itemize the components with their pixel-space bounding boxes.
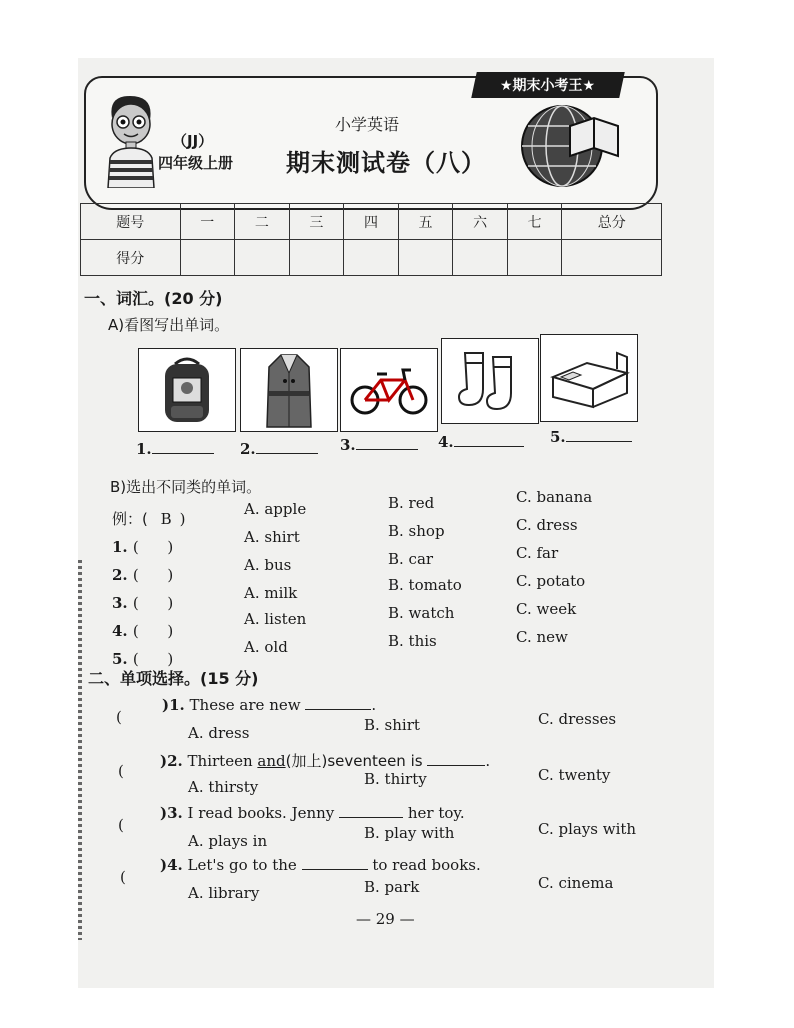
example-bracket: 例：( B ) — [112, 510, 186, 528]
score-header-row — [81, 204, 662, 240]
score-field[interactable] — [507, 240, 562, 276]
table-cell: 五 — [398, 204, 453, 240]
backpack-icon — [157, 354, 217, 426]
score-field[interactable] — [398, 240, 453, 276]
edition-label: （JJ） — [172, 132, 214, 150]
blank-item: 1. — [136, 440, 214, 458]
answer-bracket[interactable]: ( ) — [132, 538, 174, 556]
section2-heading: 二、单项选择。(15 分) — [88, 669, 259, 688]
score-field[interactable] — [180, 240, 235, 276]
picture-box — [441, 338, 539, 424]
score-field[interactable] — [344, 240, 399, 276]
option-c: C. dress — [516, 516, 578, 534]
page-title: 期末测试卷（八） — [286, 149, 486, 177]
subject-label: 小学英语 — [335, 115, 400, 134]
answer-blank[interactable] — [305, 709, 371, 710]
table-cell: 题号 — [81, 204, 181, 240]
list-item: 3. ( ) — [112, 594, 174, 612]
page-number: — 29 — — [356, 910, 415, 928]
option-c: C. potato — [516, 572, 586, 590]
blank-item: 5. — [550, 428, 632, 446]
option-a: A. dress — [188, 724, 250, 742]
socks-icon — [455, 349, 525, 413]
option-b: B. this — [388, 632, 437, 650]
option-b: B. thirty — [364, 770, 427, 788]
picture-box — [240, 348, 338, 432]
list-item: 1. ( ) — [112, 538, 174, 556]
option-b: B. shop — [388, 522, 445, 540]
table-cell: 一 — [180, 204, 235, 240]
option-c: C. new — [516, 628, 568, 646]
table-cell: 六 — [453, 204, 508, 240]
option-b: B. shirt — [364, 716, 420, 734]
blank-item: 4. — [438, 433, 524, 451]
option-b: B. play with — [364, 824, 455, 842]
table-cell: 三 — [289, 204, 344, 240]
option-a: A. old — [244, 638, 288, 656]
score-field[interactable] — [562, 240, 662, 276]
score-row — [81, 240, 662, 276]
answer-blank[interactable] — [427, 765, 485, 766]
score-field[interactable] — [289, 240, 344, 276]
score-field[interactable] — [235, 240, 290, 276]
score-field[interactable] — [453, 240, 508, 276]
blank-item: 2. — [240, 440, 318, 458]
option-c: C. plays with — [538, 820, 637, 838]
bicycle-icon — [349, 364, 429, 416]
option-b: B. park — [364, 878, 420, 896]
question-stem: )4. Let's go to the to read books. — [160, 856, 481, 874]
perforation-edge — [78, 560, 82, 940]
option-c: C. far — [516, 544, 559, 562]
table-cell: 得分 — [81, 240, 181, 276]
option-a: A. shirt — [244, 528, 300, 546]
answer-bracket[interactable]: ( — [118, 816, 124, 834]
answer-bracket[interactable]: ( — [120, 868, 126, 886]
picture-box — [340, 348, 438, 432]
table-cell: 四 — [344, 204, 399, 240]
picture-box — [138, 348, 236, 432]
option-a: A. plays in — [188, 832, 268, 850]
option-c: C. twenty — [538, 766, 611, 784]
answer-bracket[interactable]: ( ) — [132, 594, 174, 612]
picture-box — [540, 334, 638, 422]
table-cell: 总分 — [562, 204, 662, 240]
option-c: C. banana — [516, 488, 593, 506]
answer-bracket[interactable]: ( ) — [132, 650, 174, 668]
option-a: A. apple — [244, 500, 307, 518]
list-item: 2. ( ) — [112, 566, 174, 584]
answer-blank[interactable] — [339, 817, 403, 818]
option-a: A. listen — [244, 610, 307, 628]
table-cell: 七 — [507, 204, 562, 240]
answer-blank[interactable] — [454, 446, 524, 447]
answer-blank[interactable] — [566, 441, 632, 442]
section1-partA: A)看图写出单词。 — [108, 316, 230, 334]
option-a: A. library — [188, 884, 260, 902]
list-item: 4. ( ) — [112, 622, 174, 640]
cartoon-boy-icon — [100, 92, 162, 188]
option-c: C. dresses — [538, 710, 617, 728]
answer-bracket[interactable]: ( ) — [132, 622, 174, 640]
score-table — [80, 203, 662, 276]
answer-blank[interactable] — [152, 453, 214, 454]
option-b: B. watch — [388, 604, 455, 622]
blank-item: 3. — [340, 436, 418, 454]
section1-heading: 一、词汇。(20 分) — [84, 289, 223, 308]
bed-icon — [547, 347, 631, 409]
section1-partB: B)选出不同类的单词。 — [110, 478, 262, 496]
option-b: B. red — [388, 494, 435, 512]
option-a: A. thirsty — [188, 778, 259, 796]
answer-bracket[interactable]: ( ) — [132, 566, 174, 584]
grade-label: 四年级上册 — [158, 154, 234, 172]
option-c: C. week — [516, 600, 577, 618]
answer-bracket[interactable]: ( — [116, 708, 122, 726]
list-item: 5. ( ) — [112, 650, 174, 668]
question-stem: )3. I read books. Jenny her toy. — [160, 804, 465, 822]
question-stem: )1. These are new . — [162, 696, 377, 714]
answer-bracket[interactable]: ( — [118, 762, 124, 780]
globe-book-icon — [512, 96, 622, 196]
answer-blank[interactable] — [356, 449, 418, 450]
answer-blank[interactable] — [302, 869, 368, 870]
option-c: C. cinema — [538, 874, 614, 892]
option-b: B. car — [388, 550, 434, 568]
question-stem: )2. Thirteen and(加上)seventeen is . — [160, 752, 491, 770]
answer-blank[interactable] — [256, 453, 318, 454]
exam-badge: ★期末小考王★ — [471, 72, 625, 98]
option-b: B. tomato — [388, 576, 462, 594]
option-a: A. bus — [244, 556, 292, 574]
coat-icon — [265, 351, 313, 429]
table-cell: 二 — [235, 204, 290, 240]
option-a: A. milk — [244, 584, 298, 602]
